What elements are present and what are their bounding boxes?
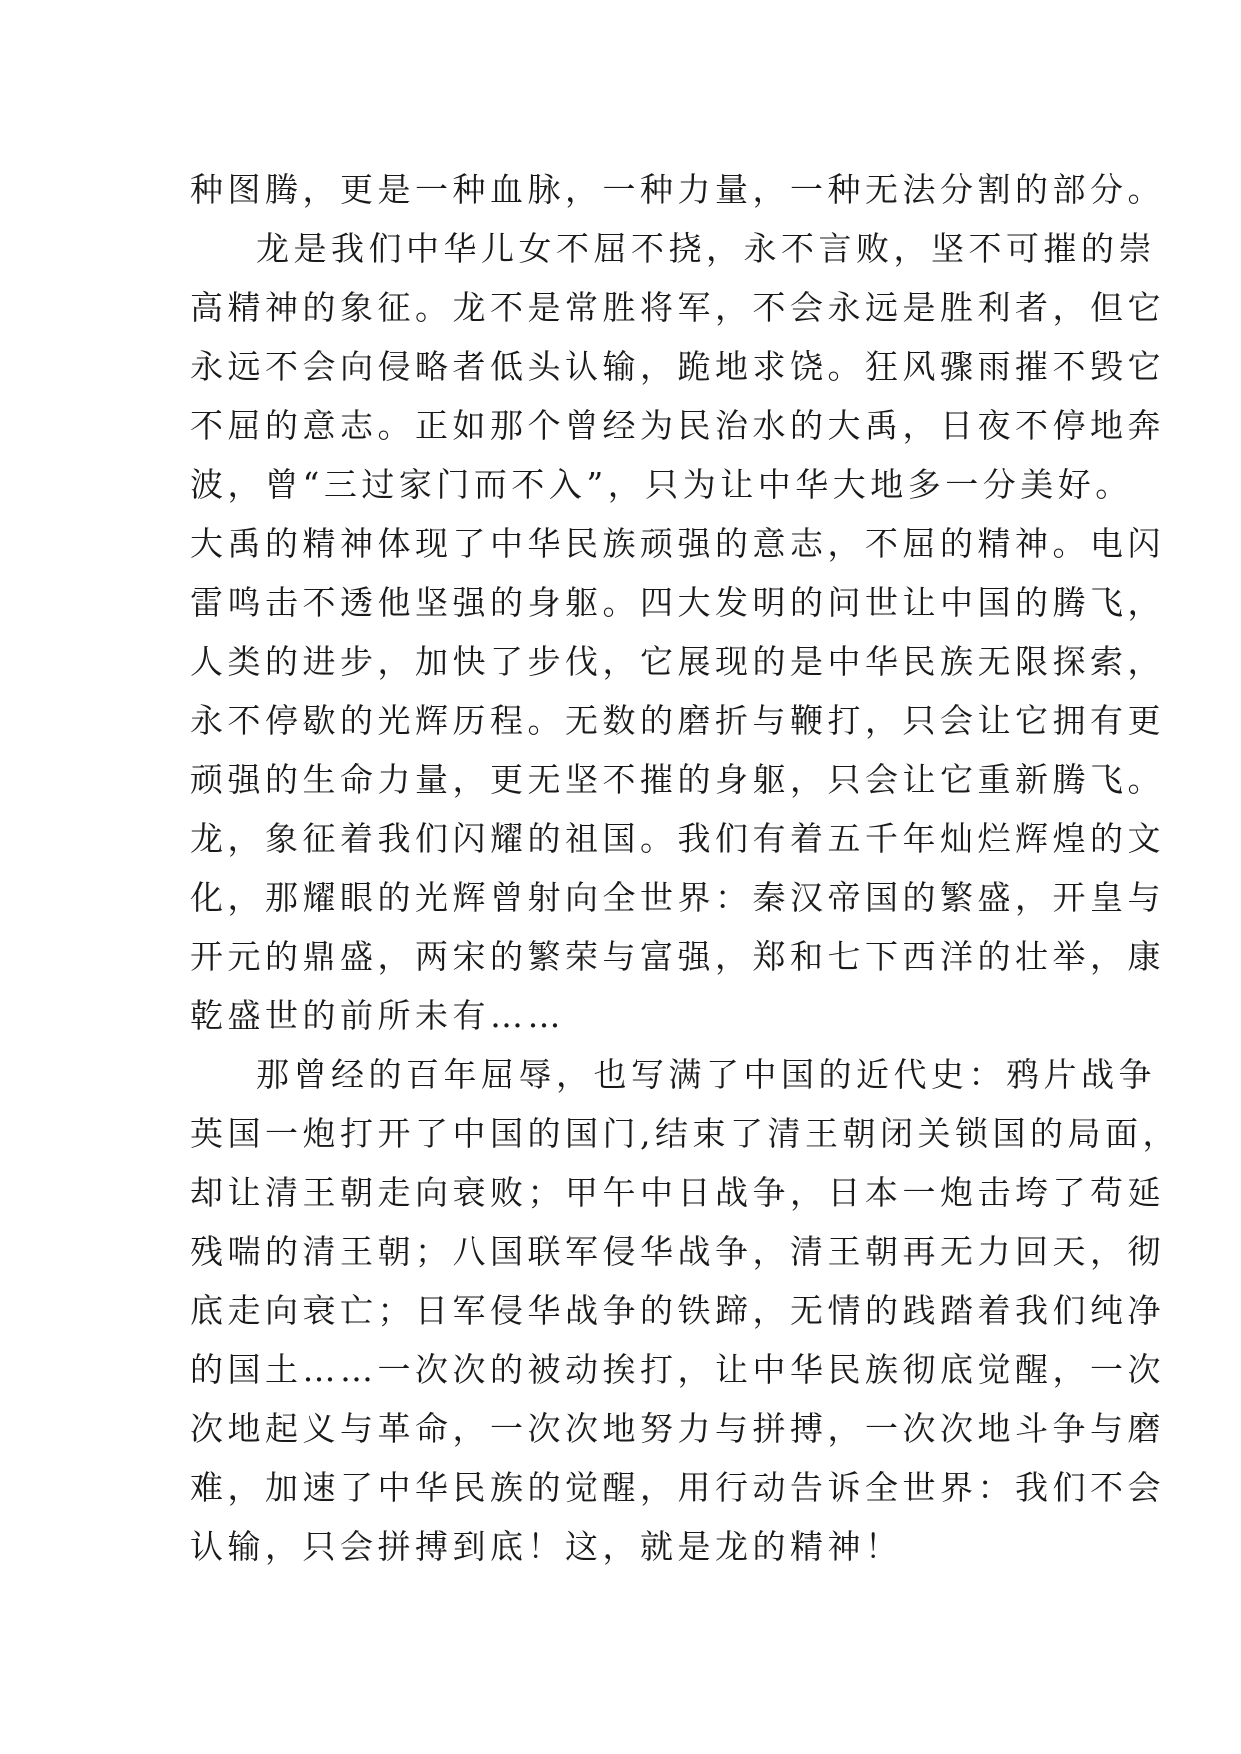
text-line: 顽强的生命力量，更无坚不摧的身躯，只会让它重新腾飞。 [190,760,1165,799]
text-line: 化，那耀眼的光辉曾射向全世界：秦汉帝国的繁盛，开皇与 [190,878,1165,917]
body-text [190,160,1180,1576]
text-line: 开元的鼎盛，两宋的繁荣与富强，郑和七下西洋的壮举，康 [190,937,1165,976]
text-line: 永远不会向侵略者低头认输，跪地求饶。狂风骤雨摧不毁它 [190,347,1165,386]
text-line: 底走向衰亡；日军侵华战争的铁蹄，无情的践踏着我们纯净 [190,1291,1165,1330]
text-line: 人类的进步，加快了步伐，它展现的是中华民族无限探索， [190,642,1165,681]
text-line: 乾盛世的前所未有…… [190,996,565,1035]
text-line: 永不停歇的光辉历程。无数的磨折与鞭打，只会让它拥有更 [190,701,1165,740]
text-line: 高精神的象征。龙不是常胜将军，不会永远是胜利者，但它 [190,288,1165,327]
text-line: 不屈的意志。正如那个曾经为民治水的大禹，日夜不停地奔 [190,406,1165,445]
text-line: 波，曾“三过家门而不入”，只为让中华大地多一分美好。 [190,465,1133,504]
paragraph-first-line: 那曾经的百年屈辱，也写满了中国的近代史：鸦片战争 [256,1055,1156,1094]
text-line: 次地起义与革命，一次次地努力与拼搏，一次次地斗争与磨 [190,1409,1165,1448]
text-line: 龙，象征着我们闪耀的祖国。我们有着五千年灿烂辉煌的文 [190,819,1165,858]
text-line: 难，加速了中华民族的觉醒，用行动告诉全世界：我们不会 [190,1468,1165,1507]
text-line: 雷鸣击不透他坚强的身躯。四大发明的问世让中国的腾飞， [190,583,1165,622]
text-line: 残喘的清王朝；八国联军侵华战争，清王朝再无力回天，彻 [190,1232,1165,1271]
text-line: 的国土……一次次的被动挨打，让中华民族彻底觉醒，一次 [190,1350,1165,1389]
text-line: 却让清王朝走向衰败；甲午中日战争，日本一炮击垮了苟延 [190,1173,1165,1212]
text-line: 大禹的精神体现了中华民族顽强的意志，不屈的精神。电闪 [190,524,1165,563]
text-line: 认输，只会拼搏到底！这，就是龙的精神！ [190,1527,903,1566]
text-line: 种图腾，更是一种血脉，一种力量，一种无法分割的部分。 [190,170,1165,209]
text-line: 英国一炮打开了中国的国门,结束了清王朝闭关锁国的局面， [190,1114,1180,1153]
paragraph-first-line: 龙是我们中华儿女不屈不挠，永不言败，坚不可摧的崇 [256,229,1156,268]
